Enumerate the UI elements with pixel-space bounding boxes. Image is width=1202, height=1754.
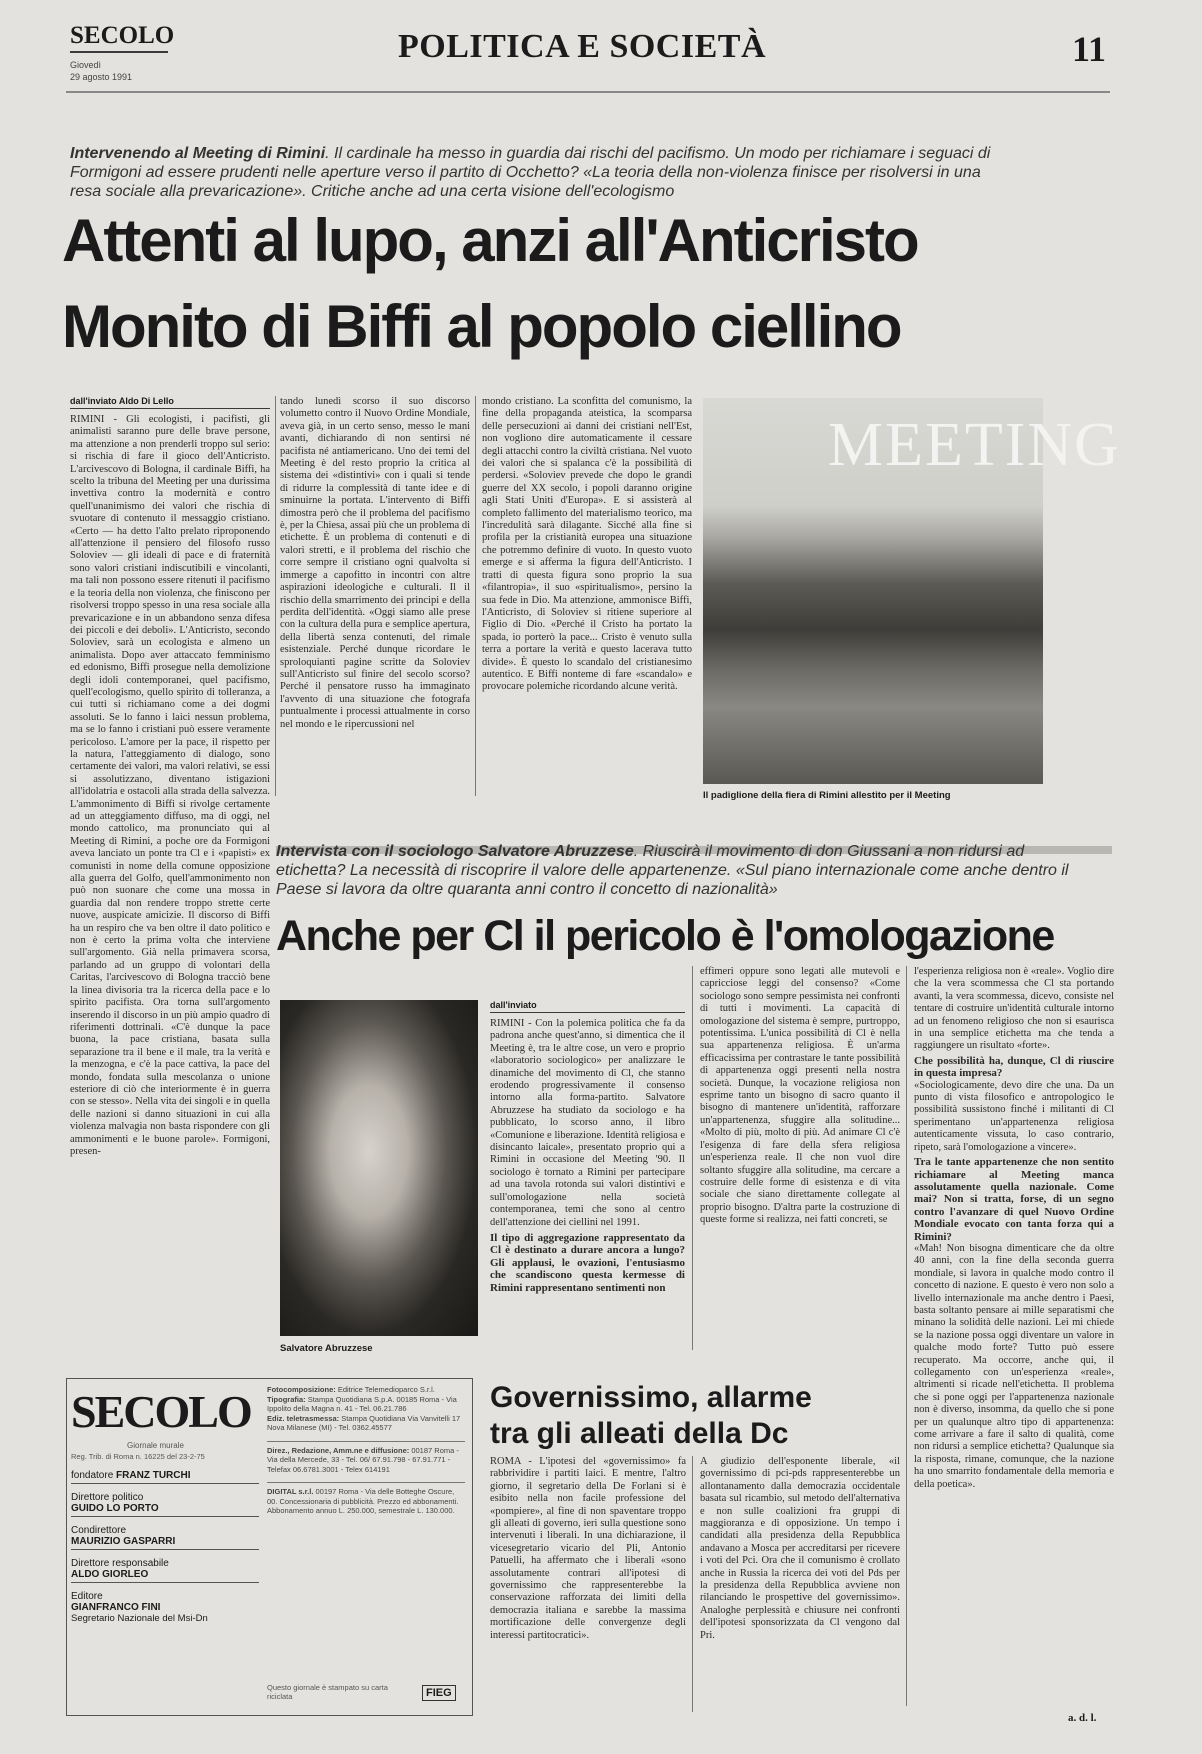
masthead-registration: Reg. Trib. di Roma n. 16225 del 23-2-75	[71, 1452, 205, 1461]
codirector-name: MAURIZIO GASPARRI	[71, 1536, 176, 1547]
article2-column-3-text: l'esperienza religiosa non è «reale». Voglio dire che la vera scommessa che Cl sta portando avanti, la vera scommessa, dicevo, consiste nel tentare di costruire un'identità culturale intorno ad un fenomeno religioso che non si esaurisca in una semplice etichetta ma che tenda a raggiungere un risultato «forte».	[914, 966, 1114, 1052]
printing-value: Stampa Quotidiana S.p.A. 00185 Roma - Via Ippolito della Magna n. 41 - Tel. 06.21.786	[267, 1394, 457, 1413]
article1-headline-2: Monito di Biffi al popolo ciellino	[62, 293, 901, 360]
article2-byline: dall'inviato	[490, 1000, 537, 1010]
management-label: Direz., Redazione, Amm.ne e diffusione:	[267, 1445, 410, 1455]
column-divider	[906, 966, 907, 1706]
abruzzese-caption: Salvatore Abruzzese	[280, 1343, 373, 1354]
article3-column-2: A giudizio dell'esponente liberale, «il governissimo di pci-pds rappresenterebbe un allontanamento dalla democrazia occidentale basata sul ricambio, sul metodo dell'alternativa e non sulle coalizioni fra gruppi di maggioranza e di opposizione. Un tempo i candidati alla presidenza della Repubblica andavano a Mosca per accreditarsi per ricevere i voti del Pci. Ora che il comunismo è crollato anche in Russia la ricerca dei voti del Pds per la presidenza della Repubblica avviene non rilanciando le prospettive del governissimo». Analoghe perplessità e chiusure nei confronti dell'ipotesi sponsorizzata da Cl vengono dal Pri.	[700, 1456, 900, 1641]
article3-headline-1: Governissimo, allarme	[490, 1381, 812, 1414]
codirector-row	[71, 1517, 259, 1550]
column-divider	[692, 1456, 693, 1712]
political-director-name: GUIDO LO PORTO	[71, 1503, 159, 1514]
meeting-sign: MEETING	[828, 411, 1121, 479]
section-title: POLITICA E SOCIETÀ	[398, 28, 766, 65]
political-director-row	[71, 1484, 259, 1517]
publisher-label: Editore	[71, 1591, 103, 1602]
article2-column-1	[490, 1018, 685, 1350]
advertising-label: DIGITAL s.r.l.	[267, 1487, 314, 1496]
teleprint-label: Ediz. teletrasmessa:	[267, 1413, 340, 1423]
teleprint-info	[267, 1414, 465, 1433]
management-info	[267, 1441, 465, 1475]
page-number: 11	[1072, 29, 1107, 69]
article2-kicker-text: . Riuscirà il movimento di don Giussani a non ridursi ad etichetta? La necessità di riscoprire il valore delle appartenenze. «Sul piano internazionale come anche dentro il Paese si lavora da oltre quaranta anni contro il concetto di nazionalità»	[276, 843, 1069, 898]
header-logo-underline	[70, 51, 168, 53]
fieg-logo: FIEG	[422, 1685, 456, 1701]
responsible-director-label: Direttore responsabile	[71, 1558, 169, 1569]
article2-byline-rule	[490, 1012, 685, 1013]
codirector-label: Condirettore	[71, 1525, 127, 1536]
management-value: 00187 Roma - Via della Mercede, 33 - Tel. 06/ 67.91.798 - 67.91.771 - Telefax 06.6781.3001 - Telex 614191	[267, 1445, 459, 1474]
masthead-box	[66, 1378, 473, 1716]
teleprint-value: Stampa Quotidiana Via Vanvitelli 17 Nova Milanese (MI) - Tel. 0362.45577	[267, 1413, 461, 1432]
article2-headline: Anche per Cl il pericolo è l'omologazione	[276, 912, 1054, 960]
publisher-row	[71, 1583, 259, 1626]
typesetting-info	[267, 1385, 465, 1395]
article3-headline-2: tra gli alleati della Dc	[490, 1417, 789, 1450]
article1-column-3: mondo cristiano. La sconfitta del comunismo, la fine della propaganda ateistica, la scomparsa delle persecuzioni ai danni dei cristiani nell'Est, non vogliono dire automaticamente il cessare degli attacchi contro la civiltà cristiana. Nel vuoto dei valori che si spalanca c'è la possibilità di perdersi. «Soloviev prevede che dopo le grandi guerre del XX secolo, i popoli daranno origine agli Stati Uniti d'Europa». E si assisterà al completo fallimento del materialismo teorico, ma l'incredulità sarà dilagante. Sicché alla fine si profila per la cristianità europea una situazione che potremmo definire di vuoto. In questo vuoto emerge e si afferma la figura dell'Anticristo. I tratti di questa figura sono proprio la sua «filantropia», il suo «spiritualismo», persino la sua fede in Dio. Ma attenzione, ammonisce Biffi, l'Anticristo, di Soloviev si ritiene superiore al Figlio di Dio. «Perché il Cristo ha portato la spada, io porterò la pace... Cristo è venuto sulla terra a portare la verità e questo lacerava tutto divide». È questo lo scandalo del cristianesimo autentico. E Biffi nonteme di fare «scandalo» e provocare polemiche ricordando alcune verità.	[482, 396, 692, 693]
masthead-subtitle: Giornale murale	[127, 1441, 184, 1450]
responsible-director-row	[71, 1550, 259, 1583]
founder-label: fondatore	[71, 1470, 114, 1481]
typesetting-label: Fotocomposizione:	[267, 1385, 336, 1394]
article2-answer-3: «Mah! Non bisogna dimenticare che da oltre 40 anni, con la fine della seconda guerra mondiale, si lavora in qualche modo contro il concetto di nazione. E questo è vero non solo a livello internazionale ma anche dentro i Paesi, basta soltanto pensare ai mille separatismi che minano la solidità delle nazioni. Lei mi chiede se la nazione possa oggi diventare un valore in qualche modo forte? Tutto può essere recuperato. Ma occorre, anche qui, il collegamento con un'esperienza «reale», altrimenti si ricade nell'etichetta. Il problema che si pone oggi per l'appartenenza nazionale non è diverso, insomma, da quello che si pone per un qualunque altro tipo di appartenenza: come arrivare a fare il salto di qualità, come non ridursi a semplice etichetta? Qualunque sia la risposta, rimane, comunque, che la nazione ha uno smarrito fondamentale della memoria e della poetica».	[914, 1242, 1114, 1490]
header-logo: SECOLO	[70, 22, 175, 49]
publisher-role: Segretario Nazionale del Msi-Dn	[71, 1613, 208, 1624]
responsible-director-name: ALDO GIORLEO	[71, 1569, 149, 1580]
header-rule	[66, 91, 1110, 93]
typesetting-value: Editrice Telemedioparco S.r.l.	[337, 1385, 435, 1394]
column-divider	[475, 396, 476, 796]
article2-question-1: Il tipo di aggregazione rappresentato da Cl è destinato a durare ancora a lungo? Gli applausi, le ovazioni, l'entusiasmo che scandiscono questa kermesse di Rimini rappresentano sentimenti non	[490, 1231, 685, 1294]
article1-kicker	[70, 144, 1000, 201]
header-date: 29 agosto 1991	[70, 72, 133, 82]
article2-question-2: Che possibilità ha, dunque, Cl di riuscire in questa impresa?	[914, 1054, 1114, 1080]
article2-kicker	[276, 842, 1096, 899]
founder-row	[71, 1467, 259, 1484]
header-day: Giovedì	[70, 60, 102, 70]
printing-label: Tipografia:	[267, 1394, 306, 1404]
print-info	[267, 1385, 465, 1516]
masthead-footer-note: Questo giornale è stampato su carta riciclata	[267, 1683, 388, 1701]
abruzzese-photo	[280, 1000, 478, 1336]
article2-kicker-lead: Intervista con il sociologo Salvatore Abruzzese	[276, 843, 634, 860]
article2-column-2: effimeri oppure sono legati alle mutevoli e capricciose leggi del consenso? «Come sociologo sono sempre pessimista nei confronti di tutti i movimenti. La capacità di omologazione del sistema è sempre, purtroppo, potentissima. L'unica possibilità di Cl è nella sua appartenenza religiosa. È un'arma efficacissima per contrastare le tante possibilità di appartenenza oggi presenti nella nostra società. Dunque, la vocazione religiosa non esprime tanto un bisogno di sacro quanto il bisogno di mantenere un'identità, rafforzare un'appartenenza, sfuggire alla solitudine... «Molto di più, molto di più. Ad animare Cl c'è l'esigenza di fare della sfera religiosa un'esperienza reale. Il che non vuol dire soltanto sfuggire alla solitudine, ma cercare a costruire delle forme di esistenza e di vita sociale che siano direttamente collegate al proprio bisogno. D'altra parte la costruzione di queste forme si realizza, nei fatti concreti, se	[700, 966, 900, 1226]
article2-column-1-text: RIMINI - Con la polemica politica che fa da padrona anche quest'anno, si dimentica che il Meeting è, tra le altre cose, un vero e proprio «laboratorio sociologico» per analizzare le dinamiche del movimento di Cl, che stanno erodendo progressivamente il consenso intorno alla forma-partito. Salvatore Abruzzese ha studiato da sociologo e ha pubblicato, lo scorso anno, il libro «Comunione e liberazione. Identità religiosa e disincanto laicale», presentato proprio qui a Rimini in occasione del Meeting '90. Il sociologo è tornato a Rimini per partecipare ad una tavola rotonda sui valori distintivi e sull'omologazione nella società contemporanea, temi che sono al centro dell'attenzione dei ciellini nel 1991.	[490, 1018, 685, 1228]
advertising-value: 00197 Roma - Via delle Botteghe Oscure, 00. Concessionaria di pubblicità. Prezzo ed abbonamenti. Abbonamento annuo L. 250.000, semestrale L. 130.000.	[267, 1487, 459, 1515]
article1-kicker-text: . Il cardinale ha messo in guardia dai rischi del pacifismo. Un modo per richiamare i seguaci di Formigoni ad essere prudenti nelle aperture verso il partito di Occhetto? «La teoria della non-violenza finisce per risolversi in una resa sociale alla prevaricazione». Critiche anche ad una certa visione dell'ecologismo	[70, 145, 991, 200]
meeting-photo	[703, 398, 1121, 784]
article2-signature: a. d. l.	[1068, 1712, 1097, 1724]
column-divider	[275, 396, 276, 796]
article2-column-3	[914, 966, 1114, 1706]
advertising-info	[267, 1482, 465, 1516]
article2-question-3: Tra le tante appartenenze che non sentito richiamare al Meeting manca assolutamente quella nazionale. Come mai? Non si tratta, forse, di un segno contro l'avanzare di quel Nuovo Ordine Mondiale evocato con tanta forza qui a Rimini?	[914, 1156, 1114, 1243]
masthead-logo: SECOLO	[71, 1386, 251, 1437]
political-director-label: Direttore politico	[71, 1492, 144, 1503]
article1-column-1: RIMINI - Gli ecologisti, i pacifisti, gli animalisti saranno pure delle brave persone, ma attenzione a non prenderli troppo sul serio: si rischia di fare il gioco dell'Anticristo. L'arcivescovo di Bologna, il cardinale Biffi, ha scelto la tribuna del Meeting per una durissima invettiva contro la modernità e contro quell'unanimismo dei valori che rischia di svuotare di contenuto il messaggio cristiano. «Certo — ha detto l'alto prelato riproponendo all'attenzione il pensiero del filosofo russo Soloviev — gli ideali di pace e di fraternità sono valori cristiani indiscutibili e vincolanti, ma tali non possono essere ritenuti il pacifismo e la teoria della non violenza, che finiscono per risolversi troppo spesso in una resa sociale alla prevaricazione e in un abbandono senza difesa dei piccoli e dei deboli». L'Anticristo, secondo Soloviev, sarà un ecologista e almeno un animalista. Dopo aver attaccato femminismo ed edonismo, Biffi prosegue nella demolizione degli idoli contemporanei, quel pacifismo, quell'ecologismo, quello spirito di tolleranza, a cui tutti si richiamano come a dei dogmi assoluti. Se lo fanno i laici nessun problema, ma se lo fanno i cristiani può essere veramente pericoloso. L'amore per la pace, il rispetto per la natura, l'atteggiamento di dialogo, sono certamente dei valori, ma valori relativi, se essi si assolutizzano, diventano istigazioni all'idolatria e ostacoli alla strada della salvezza. L'ammonimento di Biffi si rivolge certamente ad un atteggiamento diffuso, ma di oggi, nel mondo cattolico, ma pronunciato qui al Meeting di Rimini, a poche ore da Formigoni aveva lanciato un ponte tra Cl e i «papisti» ex comunisti in nome della comune opposizione alla guerra del Golfo, quell'ammonimento non può non suonare che come una mossa in guardia dal non rendere troppo strette certe nuove, auspicate amicizie. Il discorso di Biffi ha un respiro che va ben oltre il dato politico e non è certo la prima volta che interviene sull'argomento. Già nella primavera scorsa, parlando ad un gruppo di volontari della Caritas, l'arcivescovo di Bologna tracciò bene la linea divisoria tra la ricerca della pace e lo spirito pacifista. Ora torna sull'argomento inserendo il discorso in un più ampio quadro di riferimenti dottrinali. «C'è dunque la pace buona, la pace cristiana, basata sulla separazione tra il bene e il male, tra la verità e la menzogna, e c'è la pace cattiva, la pace del mondo, fondata sulla mescolanza o unione esteriore di ciò che interiormente è in guerra con se stesso». Nella vita dei singoli e in quella delle nazioni si danno situazioni in cui alla violenza malvagia non basta rispondere con gli ammonimenti e le buone parole». Formigoni, presen-	[70, 414, 270, 1157]
publisher-name: GIANFRANCO FINI	[71, 1602, 161, 1613]
column-divider	[692, 966, 693, 1350]
article1-column-2: tando lunedì scorso il suo discorso volumetto contro il Nuovo Ordine Mondiale, aveva già, in un certo senso, messo le mani avanti, dichiarando di non sentirsi né pacifista né antiamericano. Uno dei temi del Meeting è del resto proprio la critica al sistema dei «distintivi» con i quali si tende di ridurre la complessità di tante idee e di sminuirne la portata. L'intervento di Biffi dimostra però che il problema del pacifismo è, per la Chiesa, assai più che un problema di etichette. È un problema di contenuti e di valori stretti, e il problema del rischio che corre sempre il cristiano ogni qualvolta si immerge a capofitto in incontri con altre aspirazioni ideologiche e culturali. Il il rischio della smarrimento dei principi e della perdita dell'identità. «Oggi siamo alle prese con la cultura della pura e semplice apertura, della libertà senza contenuti, del rimale esistenziale. Perché dunque ricordare le sproloquianti pagine scritte da Soloviev sull'Anticristo sul finire del secolo scorso? Perché il pensatore russo ha immaginato l'avvento di una situazione che fotografa puntualmente i processi attualmente in corso nel mondo e le ripercussioni nel	[280, 396, 470, 730]
printing-info	[267, 1395, 465, 1414]
article1-headline-1: Attenti al lupo, anzi all'Anticristo	[62, 207, 918, 274]
article1-byline: dall'inviato Aldo Di Lello	[70, 396, 174, 406]
article2-answer-2: «Sociologicamente, devo dire che una. Da un punto di vista filosofico e antropologico le possibilità sussistono finché i militanti di Cl sperimentano un'appartenenza religiosa autenticamente vissuta, lo caso contrario, ripeto, sarà l'omologazione a vincere».	[914, 1079, 1114, 1153]
article3-column-1: ROMA - L'ipotesi del «governissimo» fa rabbrividire i partiti laici. E mentre, l'altro giorno, il segretario della De Forlani si è esibito nella non facile professione del «pompiere», al fine di non spaventare troppo gli alleati di governo, ieri sulla questione sono intervenuti i liberali. In una dichiarazione, il vicesegretario vicario del Pli, Antonio Patuelli, ha affermato che i liberali «sono assolutamente contrari all'ipotesi di governissimo che rappresenterebbe la conservazione rafforzata dei limiti della democrazia italiana e sarebbe la massima mortificazione delle convergenze degli interessi partitocratici».	[490, 1456, 686, 1641]
founder-name: FRANZ TURCHI	[116, 1470, 191, 1481]
staff-list	[71, 1467, 259, 1626]
article1-kicker-lead: Intervenendo al Meeting di Rimini	[70, 145, 326, 162]
meeting-photo-caption: Il padiglione della fiera di Rimini allestito per il Meeting	[703, 790, 951, 801]
article1-byline-rule	[70, 408, 270, 409]
